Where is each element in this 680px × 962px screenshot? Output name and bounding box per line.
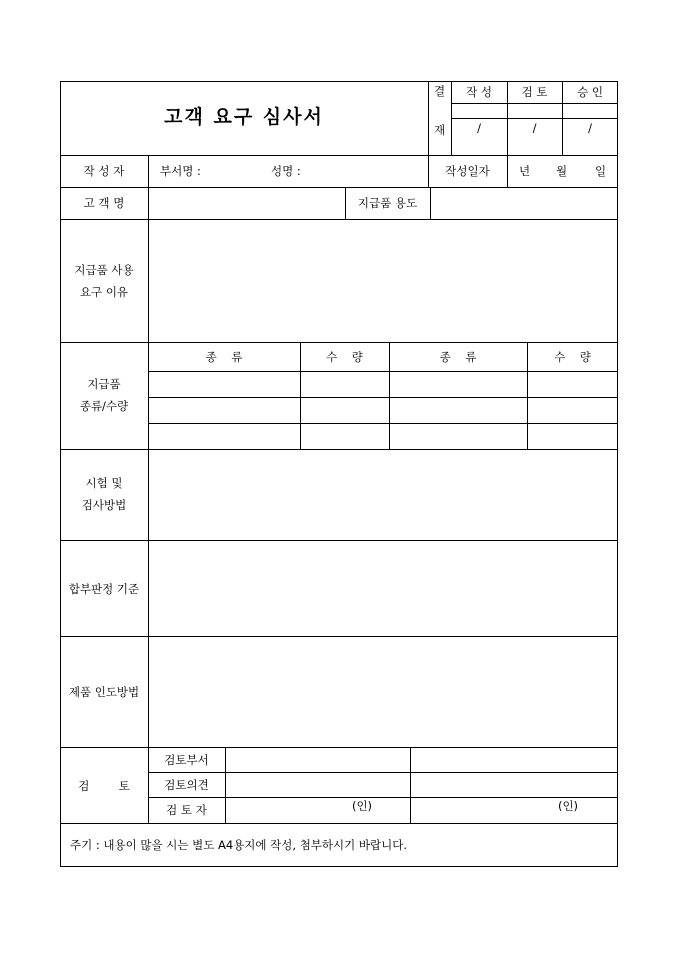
review-opinion-label: 검토의견	[164, 778, 209, 792]
reason-label	[60, 259, 148, 303]
writer-date-month: 월	[556, 164, 568, 178]
approval-col-reviewer: 검 토	[521, 85, 548, 99]
criteria-input[interactable]	[149, 541, 617, 636]
delivery-input[interactable]	[149, 637, 617, 747]
items-kind-cell[interactable]	[149, 372, 300, 397]
review-opinion-input-2[interactable]	[411, 773, 617, 797]
review-dept-input-2[interactable]	[411, 748, 617, 772]
review-dept-input-1[interactable]	[226, 748, 410, 772]
reason-label-line1: 지급품 사용	[74, 263, 134, 277]
section-line-4	[60, 342, 618, 343]
writer-date-year: 년	[519, 164, 531, 178]
review-label: 검 토	[78, 779, 130, 793]
approval-sign-approver[interactable]	[563, 119, 617, 155]
border-top	[60, 81, 618, 82]
items-qty-cell[interactable]	[301, 424, 389, 449]
items-kind-cell[interactable]	[390, 398, 527, 423]
approval-sign-reviewer[interactable]	[508, 119, 562, 155]
approval-label-bottom: 재	[433, 123, 446, 137]
approval-date-reviewer: /	[532, 121, 537, 135]
writer-dept-input[interactable]	[210, 158, 265, 184]
items-kind-cell[interactable]	[390, 372, 527, 397]
border-right	[617, 81, 618, 867]
test-method-input[interactable]	[149, 450, 617, 540]
approval-header-line	[451, 103, 618, 104]
review-seal-2: (인)	[557, 799, 579, 813]
items-qty-cell[interactable]	[301, 372, 389, 397]
items-kind-cell[interactable]	[390, 424, 527, 449]
section-line-9	[60, 823, 618, 824]
items-label	[60, 373, 148, 417]
items-qty-cell[interactable]	[301, 398, 389, 423]
items-qty-cell[interactable]	[528, 398, 617, 423]
approval-col-approver: 승 인	[577, 85, 603, 99]
reason-input[interactable]	[149, 220, 617, 342]
items-header-kind-1: 종 류	[205, 350, 243, 364]
items-qty-cell[interactable]	[528, 372, 617, 397]
customer-usage-label: 지급품 용도	[357, 196, 418, 210]
delivery-label: 제품 인도방법	[68, 685, 140, 699]
review-reviewer-input-2[interactable]	[411, 798, 617, 823]
approval-date-writer: /	[477, 121, 481, 135]
border-bottom	[60, 866, 618, 867]
items-header-kind-2: 종 류	[439, 350, 477, 364]
test-label-line2: 검사방법	[81, 498, 127, 512]
items-kind-cell[interactable]	[149, 424, 300, 449]
approval-label-top: 결	[433, 84, 446, 98]
customer-label: 고 객 명	[83, 196, 125, 210]
writer-dept-label: 부서명 :	[160, 164, 201, 178]
approval-sign-writer[interactable]	[452, 119, 507, 155]
test-label	[60, 472, 148, 516]
criteria-label: 합부판정 기준	[68, 582, 140, 596]
writer-name-input[interactable]	[310, 158, 425, 184]
review-seal-1: (인)	[351, 799, 373, 813]
items-kind-cell[interactable]	[149, 398, 300, 423]
items-label-line1: 지급품	[87, 377, 121, 391]
items-header-qty-1: 수 량	[326, 350, 363, 364]
review-opinion-input-1[interactable]	[226, 773, 410, 797]
items-qty-cell[interactable]	[528, 424, 617, 449]
customer-usage-input[interactable]	[431, 188, 617, 219]
writer-label: 작 성 자	[83, 164, 125, 178]
writer-date-label: 작성일자	[445, 164, 490, 178]
customer-name-input[interactable]	[149, 188, 345, 219]
footnote: 주기 : 내용이 많을 시는 별도 A4용지에 작성, 첨부하시기 바랍니다.	[70, 838, 407, 852]
review-reviewer-input-1[interactable]	[226, 798, 410, 823]
writer-name-label: 성명 :	[271, 164, 301, 178]
writer-date-day: 일	[595, 164, 607, 178]
review-dept-label: 검토부서	[164, 753, 209, 767]
test-label-line1: 시험 및	[85, 476, 123, 490]
approval-date-approver: /	[588, 121, 592, 135]
writer-date-input[interactable]	[508, 156, 617, 187]
review-reviewer-label: 검 토 자	[166, 803, 207, 817]
page-title: 고객 요구 심사서	[164, 106, 324, 128]
items-label-line2: 종류/수량	[79, 399, 129, 413]
items-header-qty-2: 수 량	[554, 350, 591, 364]
approval-col-writer: 작 성	[466, 85, 492, 99]
reason-label-line2: 요구 이유	[79, 285, 129, 299]
